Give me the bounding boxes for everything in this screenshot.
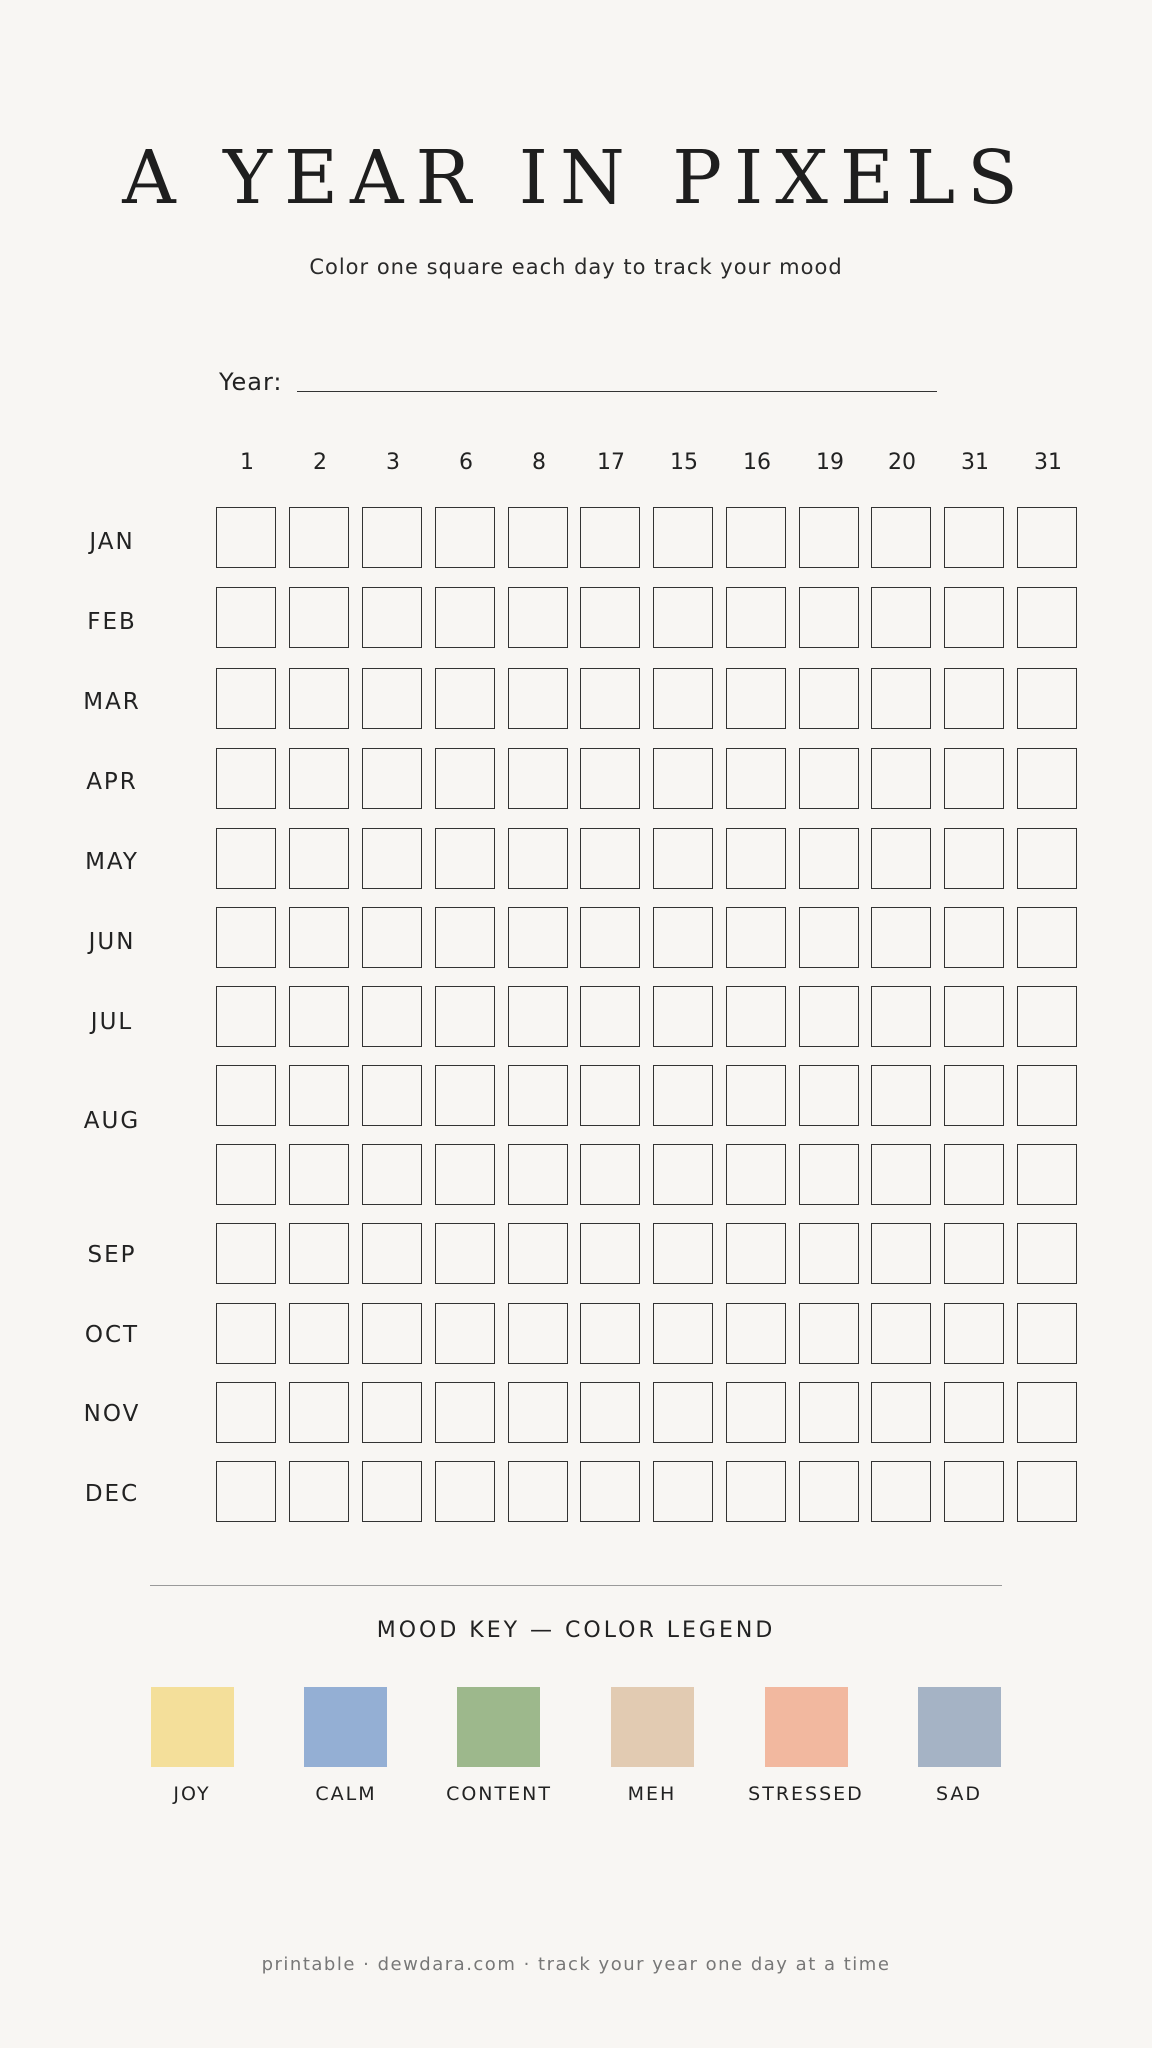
divider — [150, 1585, 1002, 1586]
day-cell[interactable] — [580, 587, 640, 648]
month-label: JAN — [89, 529, 135, 555]
day-cell[interactable] — [580, 986, 640, 1047]
day-cell[interactable] — [508, 1461, 568, 1522]
day-cell[interactable] — [508, 668, 568, 729]
day-cell[interactable] — [871, 587, 931, 648]
day-cell[interactable] — [944, 668, 1004, 729]
day-header: 19 — [816, 450, 844, 475]
day-cell[interactable] — [726, 1223, 786, 1284]
month-label: DEC — [84, 1481, 140, 1507]
day-cell[interactable] — [216, 1303, 276, 1364]
month-label: AUG — [83, 1108, 141, 1134]
day-cell[interactable] — [580, 668, 640, 729]
day-header: 31 — [961, 450, 989, 475]
day-cell[interactable] — [289, 907, 349, 968]
day-cell[interactable] — [216, 668, 276, 729]
day-cell[interactable] — [799, 587, 859, 648]
day-cell[interactable] — [216, 1382, 276, 1443]
day-cell[interactable] — [871, 1065, 931, 1126]
day-cell[interactable] — [289, 1382, 349, 1443]
month-label: NOV — [83, 1401, 141, 1427]
day-cell[interactable] — [216, 828, 276, 889]
day-cell[interactable] — [1017, 668, 1077, 729]
day-cell[interactable] — [289, 828, 349, 889]
day-cell[interactable] — [435, 587, 495, 648]
day-cell[interactable] — [944, 828, 1004, 889]
day-cell[interactable] — [944, 587, 1004, 648]
mood-label-meh: MEH — [627, 1783, 677, 1805]
day-cell[interactable] — [508, 986, 568, 1047]
day-cell[interactable] — [216, 1461, 276, 1522]
day-header: 8 — [532, 450, 546, 475]
day-cell[interactable] — [508, 748, 568, 809]
day-cell[interactable] — [1017, 748, 1077, 809]
day-cell[interactable] — [216, 986, 276, 1047]
day-cell[interactable] — [435, 828, 495, 889]
day-cell[interactable] — [944, 986, 1004, 1047]
day-cell[interactable] — [799, 668, 859, 729]
day-cell[interactable] — [653, 507, 713, 568]
day-cell[interactable] — [726, 1303, 786, 1364]
day-header: 16 — [743, 450, 771, 475]
day-cell[interactable] — [580, 507, 640, 568]
day-cell[interactable] — [508, 1223, 568, 1284]
day-header: 3 — [386, 450, 400, 475]
day-cell[interactable] — [362, 1144, 422, 1205]
day-cell[interactable] — [508, 1382, 568, 1443]
day-cell[interactable] — [871, 1223, 931, 1284]
day-cell[interactable] — [580, 1461, 640, 1522]
day-cell[interactable] — [508, 1144, 568, 1205]
day-header: 17 — [597, 450, 625, 475]
day-cell[interactable] — [871, 1382, 931, 1443]
day-cell[interactable] — [653, 907, 713, 968]
mood-label-stressed: STRESSED — [748, 1783, 864, 1805]
day-cell[interactable] — [580, 748, 640, 809]
mood-label-sad: SAD — [935, 1783, 983, 1805]
day-cell[interactable] — [653, 587, 713, 648]
day-cell[interactable] — [944, 1382, 1004, 1443]
day-header: 2 — [313, 450, 327, 475]
day-cell[interactable] — [435, 1065, 495, 1126]
day-cell[interactable] — [289, 748, 349, 809]
day-cell[interactable] — [289, 507, 349, 568]
day-cell[interactable] — [944, 507, 1004, 568]
footer-credit: printable · dewdara.com · track your year one day at a time — [261, 1954, 891, 1975]
day-cell[interactable] — [362, 668, 422, 729]
day-cell[interactable] — [435, 1144, 495, 1205]
day-cell[interactable] — [580, 1382, 640, 1443]
day-cell[interactable] — [799, 1382, 859, 1443]
day-cell[interactable] — [362, 1461, 422, 1522]
day-cell[interactable] — [799, 1303, 859, 1364]
day-cell[interactable] — [508, 1065, 568, 1126]
day-cell[interactable] — [944, 748, 1004, 809]
day-cell[interactable] — [799, 1065, 859, 1126]
day-header: 31 — [1034, 450, 1062, 475]
day-cell[interactable] — [508, 907, 568, 968]
swatch-joy — [151, 1687, 234, 1767]
day-cell[interactable] — [871, 907, 931, 968]
day-cell[interactable] — [1017, 986, 1077, 1047]
day-cell[interactable] — [289, 1303, 349, 1364]
day-cell[interactable] — [871, 828, 931, 889]
day-cell[interactable] — [362, 587, 422, 648]
day-cell[interactable] — [289, 1144, 349, 1205]
day-cell[interactable] — [944, 1065, 1004, 1126]
day-cell[interactable] — [726, 907, 786, 968]
day-cell[interactable] — [726, 1382, 786, 1443]
day-cell[interactable] — [944, 1144, 1004, 1205]
day-cell[interactable] — [435, 907, 495, 968]
day-cell[interactable] — [580, 907, 640, 968]
day-cell[interactable] — [944, 1223, 1004, 1284]
day-cell[interactable] — [871, 1461, 931, 1522]
day-cell[interactable] — [580, 1223, 640, 1284]
month-label: FEB — [87, 609, 137, 635]
day-cell[interactable] — [289, 668, 349, 729]
swatch-stressed — [765, 1687, 848, 1767]
day-cell[interactable] — [216, 507, 276, 568]
day-cell[interactable] — [435, 507, 495, 568]
day-cell[interactable] — [216, 1065, 276, 1126]
day-cell[interactable] — [799, 748, 859, 809]
legend-title: MOOD KEY — COLOR LEGEND — [376, 1618, 776, 1643]
day-cell[interactable] — [580, 1144, 640, 1205]
day-cell[interactable] — [1017, 1065, 1077, 1126]
day-cell[interactable] — [216, 587, 276, 648]
day-cell[interactable] — [289, 986, 349, 1047]
day-cell[interactable] — [435, 1461, 495, 1522]
mood-label-content: CONTENT — [446, 1783, 552, 1805]
month-label: APR — [86, 769, 138, 795]
day-cell[interactable] — [726, 986, 786, 1047]
day-cell[interactable] — [653, 748, 713, 809]
day-cell[interactable] — [653, 1382, 713, 1443]
day-cell[interactable] — [799, 1144, 859, 1205]
day-cell[interactable] — [871, 748, 931, 809]
day-cell[interactable] — [435, 1303, 495, 1364]
day-cell[interactable] — [653, 668, 713, 729]
day-cell[interactable] — [1017, 1461, 1077, 1522]
day-cell[interactable] — [944, 1461, 1004, 1522]
day-cell[interactable] — [508, 587, 568, 648]
day-header: 6 — [459, 450, 473, 475]
day-header: 1 — [240, 450, 254, 475]
day-cell[interactable] — [726, 1065, 786, 1126]
year-label: Year: — [219, 368, 283, 396]
day-cell[interactable] — [216, 748, 276, 809]
swatch-calm — [304, 1687, 387, 1767]
day-cell[interactable] — [508, 507, 568, 568]
day-cell[interactable] — [944, 1303, 1004, 1364]
day-cell[interactable] — [799, 907, 859, 968]
day-cell[interactable] — [653, 1303, 713, 1364]
day-cell[interactable] — [1017, 1144, 1077, 1205]
day-cell[interactable] — [653, 828, 713, 889]
day-cell[interactable] — [289, 1223, 349, 1284]
day-cell[interactable] — [799, 1223, 859, 1284]
day-cell[interactable] — [435, 748, 495, 809]
day-cell[interactable] — [726, 668, 786, 729]
page-title: A YEAR IN PIXELS — [122, 135, 1030, 221]
day-cell[interactable] — [362, 1382, 422, 1443]
day-cell[interactable] — [871, 986, 931, 1047]
day-cell[interactable] — [1017, 1223, 1077, 1284]
day-cell[interactable] — [362, 748, 422, 809]
month-label: JUL — [90, 1009, 134, 1035]
year-row — [219, 360, 937, 396]
day-cell[interactable] — [362, 828, 422, 889]
day-cell[interactable] — [871, 507, 931, 568]
day-header: 20 — [888, 450, 916, 475]
day-cell[interactable] — [362, 1223, 422, 1284]
day-cell[interactable] — [435, 986, 495, 1047]
mood-label-joy: JOY — [173, 1783, 211, 1805]
day-cell[interactable] — [1017, 1382, 1077, 1443]
day-cell[interactable] — [289, 1461, 349, 1522]
month-label: SEP — [87, 1242, 137, 1268]
day-cell[interactable] — [580, 1303, 640, 1364]
day-cell[interactable] — [362, 1303, 422, 1364]
day-cell[interactable] — [1017, 1303, 1077, 1364]
day-cell[interactable] — [580, 828, 640, 889]
swatch-meh — [611, 1687, 694, 1767]
day-cell[interactable] — [799, 1461, 859, 1522]
day-cell[interactable] — [653, 1144, 713, 1205]
day-cell[interactable] — [726, 748, 786, 809]
swatch-content — [457, 1687, 540, 1767]
day-cell[interactable] — [799, 828, 859, 889]
day-cell[interactable] — [1017, 907, 1077, 968]
month-label: MAR — [83, 689, 141, 715]
day-cell[interactable] — [726, 507, 786, 568]
day-cell[interactable] — [362, 907, 422, 968]
year-fill-line[interactable] — [297, 391, 937, 392]
day-cell[interactable] — [653, 1461, 713, 1522]
day-cell[interactable] — [1017, 828, 1077, 889]
day-cell[interactable] — [362, 986, 422, 1047]
month-label: MAY — [85, 849, 139, 875]
day-cell[interactable] — [726, 1461, 786, 1522]
day-cell[interactable] — [508, 1303, 568, 1364]
day-cell[interactable] — [871, 668, 931, 729]
day-cell[interactable] — [435, 1223, 495, 1284]
day-cell[interactable] — [726, 587, 786, 648]
day-header: 15 — [670, 450, 698, 475]
day-cell[interactable] — [508, 828, 568, 889]
day-cell[interactable] — [799, 507, 859, 568]
swatch-sad — [918, 1687, 1001, 1767]
day-cell[interactable] — [435, 668, 495, 729]
day-cell[interactable] — [289, 587, 349, 648]
month-label: JUN — [88, 929, 136, 955]
day-cell[interactable] — [799, 986, 859, 1047]
day-cell[interactable] — [216, 907, 276, 968]
day-cell[interactable] — [726, 1144, 786, 1205]
day-cell[interactable] — [871, 1303, 931, 1364]
day-cell[interactable] — [580, 1065, 640, 1126]
day-cell[interactable] — [944, 907, 1004, 968]
day-cell[interactable] — [653, 1065, 713, 1126]
day-cell[interactable] — [362, 1065, 422, 1126]
day-cell[interactable] — [362, 507, 422, 568]
mood-label-calm: CALM — [315, 1783, 377, 1805]
page-subtitle: Color one square each day to track your mood — [309, 255, 843, 279]
day-cell[interactable] — [1017, 587, 1077, 648]
day-cell[interactable] — [289, 1065, 349, 1126]
day-cell[interactable] — [216, 1223, 276, 1284]
day-cell[interactable] — [726, 828, 786, 889]
month-label: OCT — [84, 1322, 140, 1348]
day-cell[interactable] — [871, 1144, 931, 1205]
day-cell[interactable] — [653, 986, 713, 1047]
day-cell[interactable] — [435, 1382, 495, 1443]
day-cell[interactable] — [653, 1223, 713, 1284]
day-cell[interactable] — [1017, 507, 1077, 568]
day-cell[interactable] — [216, 1144, 276, 1205]
